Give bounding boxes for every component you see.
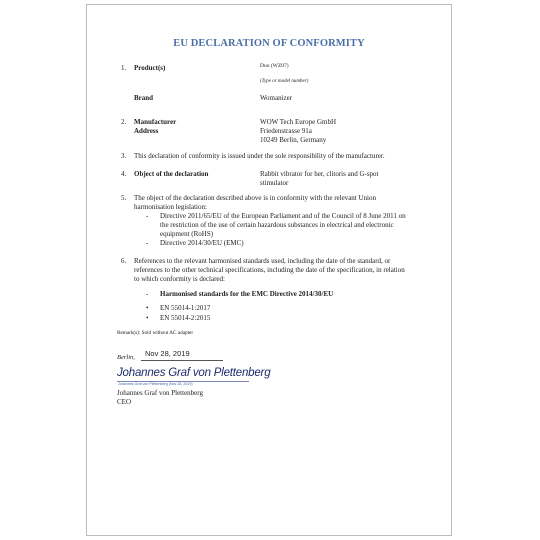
signer-name: Johannes Graf von Plettenberg: [117, 389, 203, 397]
address-label: Address: [134, 127, 159, 135]
item-5-line-2: harmonisation legislation:: [134, 203, 207, 211]
item-2-number: 2.: [121, 118, 127, 126]
standard-2: EN 55014-2:2015: [160, 314, 211, 322]
bullet-1: •: [146, 304, 149, 312]
brand-value: Womanizer: [260, 94, 293, 102]
object-label: Object of the declaration: [134, 170, 209, 178]
document-page: [86, 4, 452, 536]
item-6-line-2: references to the other technical specifications, including the date of the specification, in relation: [134, 266, 405, 274]
dash-2: -: [146, 239, 149, 247]
manufacturer-company: WOW Tech Europe GmbH: [260, 118, 337, 126]
place-label: Berlin,: [117, 354, 135, 361]
signature-caption: Johannes Graf von Plettenberg (Nov 28, 2019): [118, 382, 193, 386]
signer-title: CEO: [117, 398, 131, 406]
item-5-number: 5.: [121, 194, 127, 202]
manufacturer-street: Friedenstrasse 91a: [260, 127, 312, 135]
harmonised-standards-heading: Harmonised standards for the EMC Directive 2014/30/EU: [160, 290, 334, 298]
remark-text: Remark(s): Sold without AC adapter: [117, 330, 194, 336]
product-note: (Type or model number): [260, 79, 309, 84]
object-line-1: Rabbit vibrator for her, clitoris and G-spot: [260, 170, 379, 178]
directive-rohs-line-3: equipment (RoHS): [160, 230, 214, 238]
handwritten-signature: Johannes Graf von Plettenberg: [117, 367, 271, 379]
product-value: Duo (WZ07): [260, 63, 289, 69]
manufacturer-city: 10249 Berlin, Germany: [260, 136, 327, 144]
manufacturer-label: Manufacturer: [134, 118, 177, 126]
bullet-2: •: [146, 314, 149, 322]
directive-rohs-line-1: Directive 2011/65/EU of the European Parliament and of the Council of 8 June 2011 on: [160, 212, 406, 220]
brand-label: Brand: [134, 94, 154, 102]
dash-3: -: [146, 290, 149, 298]
item-6-line-3: to which conformity is declared:: [134, 275, 225, 283]
item-5-line-1: The object of the declaration described above is in conformity with the relevant Union: [134, 194, 377, 202]
item-4-number: 4.: [121, 170, 127, 178]
directive-emc: Directive 2014/30/EU (EMC): [160, 239, 244, 247]
directive-rohs-line-2: the restriction of the use of certain hazardous substances in electrical and electronic: [160, 221, 394, 229]
signature-date: Nov 28, 2019: [145, 349, 190, 358]
product-label: Product(s): [134, 64, 166, 72]
item-1-number: 1.: [121, 64, 127, 72]
standard-1: EN 55014-1:2017: [160, 304, 211, 312]
item-6-line-1: References to the relevant harmonised standards used, including the date of the standard, or: [134, 257, 391, 265]
item-6-number: 6.: [121, 257, 127, 265]
item-3-number: 3.: [121, 152, 127, 160]
object-line-2: stimulator: [260, 179, 289, 187]
item-3-text: This declaration of conformity is issued under the sole responsibility of the manufacturer.: [134, 152, 385, 160]
date-underline: [141, 360, 223, 361]
document-title: EU DECLARATION OF CONFORMITY: [173, 38, 365, 49]
dash-1: -: [146, 212, 149, 220]
